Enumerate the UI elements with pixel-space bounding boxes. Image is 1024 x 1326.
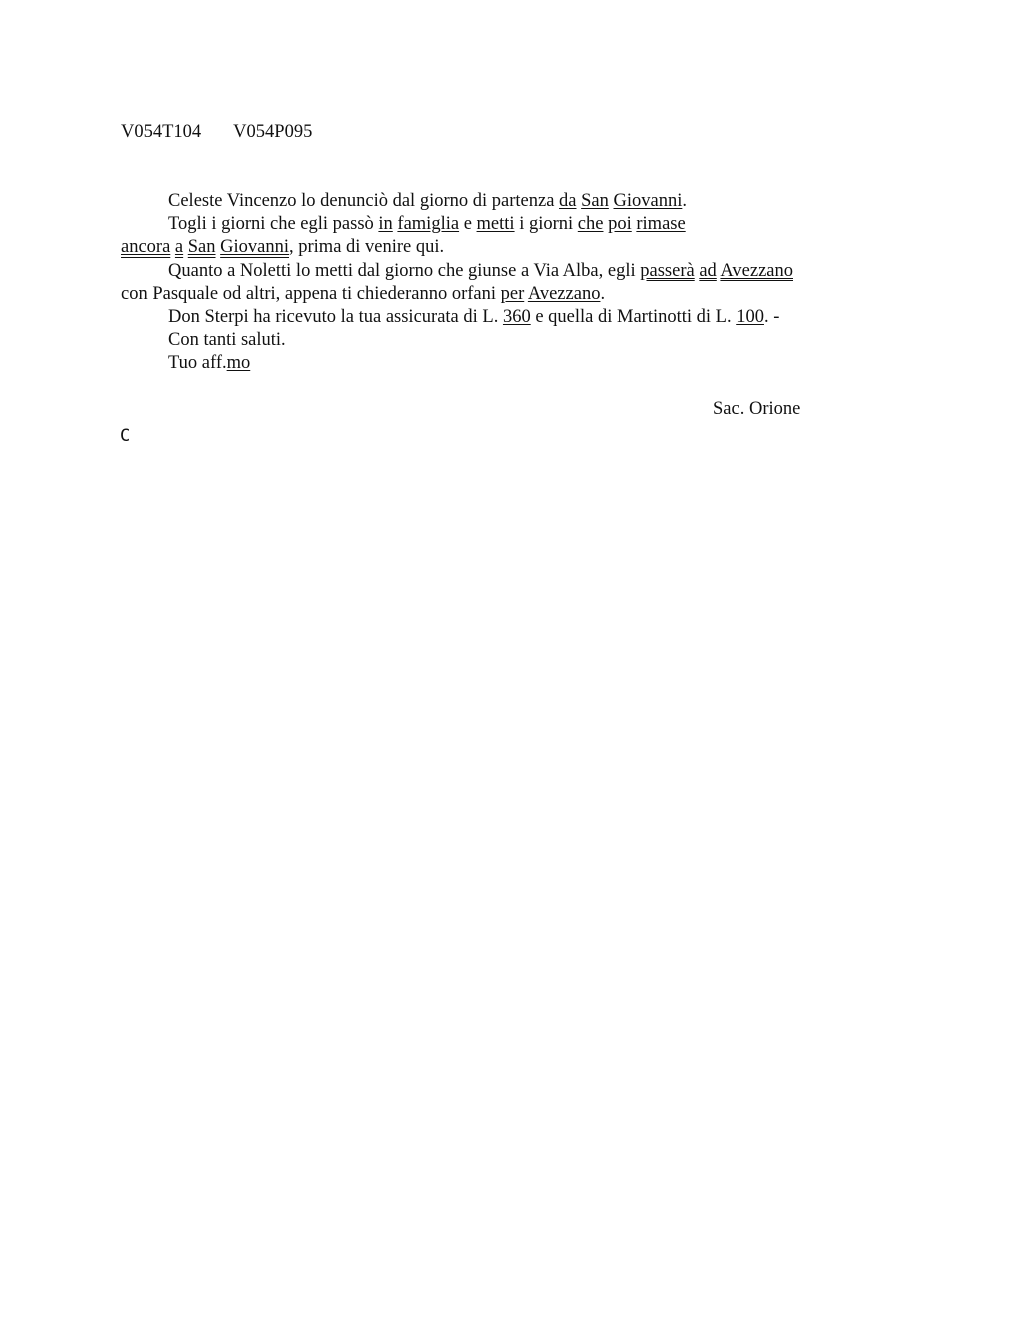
double-underlined-word: ancora — [121, 237, 171, 258]
text-segment: e — [459, 214, 477, 235]
letter-line-5 — [121, 283, 861, 306]
underlined-word: da — [559, 191, 577, 211]
letter-line-7 — [121, 329, 861, 352]
underlined-word: Avezzano — [527, 283, 601, 304]
text-segment: Togli i giorni che egli passò — [168, 214, 379, 235]
underlined-word: mo — [226, 353, 251, 374]
underlined-word: che — [577, 214, 604, 235]
text-segment: Quanto a Noletti lo metti dal giorno che giunse a Via Alba, egli — [168, 260, 641, 281]
text-segment: i giorni — [514, 214, 578, 235]
archive-codes — [121, 121, 312, 144]
underlined-word: poi — [608, 214, 632, 235]
letter-line-6 — [121, 306, 861, 329]
underlined-word: San — [581, 191, 609, 211]
letter-line-4 — [121, 260, 861, 283]
underlined-word: 100 — [736, 306, 764, 327]
underlined-word: metti — [476, 214, 515, 235]
double-underlined-word: San — [187, 237, 216, 258]
text-segment: . — [600, 283, 606, 304]
text-segment: Don Sterpi ha ricevuto la tua assicurata di L. — [168, 306, 503, 327]
underlined-word: 360 — [502, 306, 531, 327]
text-segment: . — [682, 191, 687, 211]
underlined-word: in — [378, 214, 393, 235]
text-segment: Celeste Vincenzo lo denunciò dal giorno di partenza — [168, 191, 560, 211]
letter-body — [121, 190, 861, 376]
double-underlined-word: a — [174, 237, 184, 258]
text-segment: Tuo aff. — [168, 353, 227, 374]
underlined-word: per — [500, 283, 525, 304]
double-underlined-word: Avezzano — [720, 260, 793, 281]
signature: Sac. Orione — [713, 399, 801, 419]
archive-code-text: V054T104 — [121, 122, 202, 142]
text-segment: e quella di Martinotti di L. — [530, 306, 737, 327]
underlined-word: Giovanni — [613, 191, 683, 211]
double-underlined-word: ad — [699, 260, 717, 281]
text-segment: Con tanti saluti. — [168, 330, 286, 351]
underlined-word: rimase — [636, 214, 686, 235]
double-underlined-word: passerà — [640, 260, 695, 281]
letter-line-8 — [121, 352, 861, 375]
double-underlined-word: Giovanni — [220, 237, 289, 258]
text-segment: , prima di venire qui. — [289, 237, 445, 258]
underlined-word: famiglia — [397, 214, 460, 235]
archive-code-page: V054P095 — [233, 122, 313, 142]
letter-line-1 — [121, 190, 861, 213]
letter-line-2 — [121, 213, 861, 236]
margin-mark: C — [120, 426, 131, 446]
text-segment: con Pasquale od altri, appena ti chiederanno orfani — [121, 283, 501, 304]
letter-line-3 — [121, 236, 861, 259]
text-segment: . - — [763, 306, 780, 327]
